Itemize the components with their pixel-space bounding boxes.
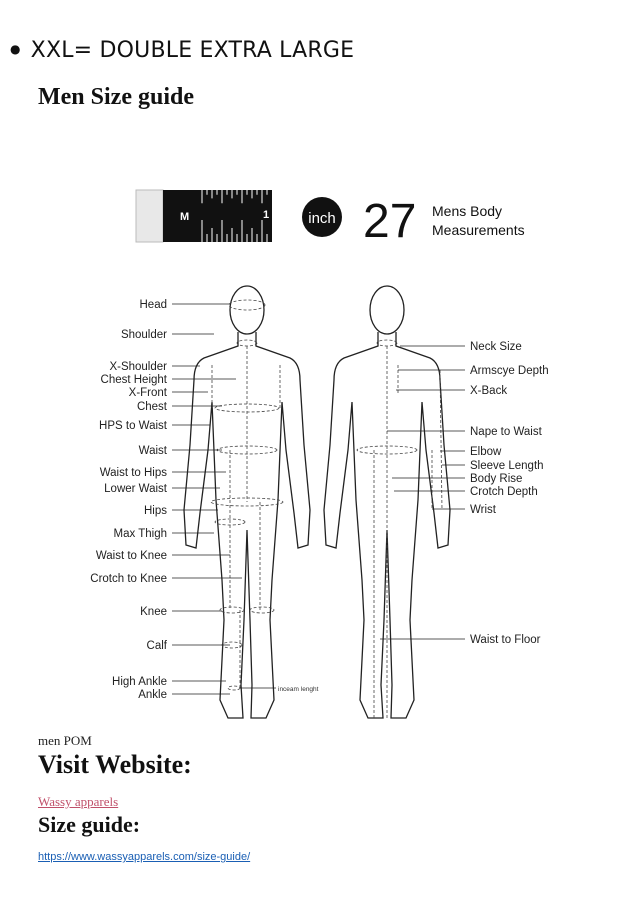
right-label: Nape to Waist xyxy=(470,426,542,438)
left-label: X-Shoulder xyxy=(109,361,167,373)
size-guide-url-link[interactable]: https://www.wassyapparels.com/size-guide/ xyxy=(38,851,251,863)
left-label: Hips xyxy=(143,505,167,517)
left-label: Chest Height xyxy=(100,374,167,386)
right-label: Waist to Floor xyxy=(470,634,541,646)
bullet-text: XXL= DOUBLE EXTRA LARGE xyxy=(30,38,355,63)
back-measure-lines xyxy=(357,340,442,718)
bullet-item xyxy=(10,38,354,63)
left-label: Chest xyxy=(136,401,167,413)
ruler-icon xyxy=(136,190,272,242)
right-label: Body Rise xyxy=(470,473,523,485)
ruler-number: 1 xyxy=(263,209,270,221)
right-label: Wrist xyxy=(470,504,496,516)
left-label: High Ankle xyxy=(112,676,167,688)
left-label: Waist xyxy=(138,445,167,457)
size-guide-heading: Size guide: xyxy=(38,812,141,837)
left-label: Knee xyxy=(140,606,167,618)
left-label: X-Front xyxy=(128,387,167,399)
diagram-title-line2: Measurements xyxy=(432,222,525,238)
image-caption: men POM xyxy=(38,733,92,748)
body-measurements-diagram xyxy=(80,180,560,725)
unit-label: inch xyxy=(308,210,336,227)
right-label: Elbow xyxy=(470,446,502,458)
wassy-apparels-link[interactable]: Wassy apparels xyxy=(38,794,119,809)
left-label: Max Thigh xyxy=(113,528,167,540)
visit-website-heading: Visit Website: xyxy=(38,750,192,779)
right-label: Sleeve Length xyxy=(470,460,544,472)
diagram-title-line1: Mens Body xyxy=(432,203,503,219)
left-label: Calf xyxy=(146,640,167,652)
left-labels-group xyxy=(90,299,242,701)
left-label: Lower Waist xyxy=(104,483,167,495)
right-label: Armscye Depth xyxy=(470,365,549,377)
right-label: Crotch Depth xyxy=(470,486,538,498)
left-label: Waist to Hips xyxy=(99,467,167,479)
front-measure-lines xyxy=(211,300,283,690)
right-label: Neck Size xyxy=(470,341,522,353)
bullet-dot-icon: ● xyxy=(10,42,21,56)
measurement-count: 27 xyxy=(363,195,417,248)
left-label: Waist to Knee xyxy=(95,550,167,562)
left-label: Shoulder xyxy=(120,329,167,341)
right-label: X-Back xyxy=(470,385,508,397)
right-labels-group xyxy=(380,341,549,646)
left-label: Crotch to Knee xyxy=(90,573,167,585)
left-label: Head xyxy=(139,299,167,311)
left-label: Ankle xyxy=(138,689,167,701)
inseam-label: inceam lenght xyxy=(278,686,319,693)
left-label: HPS to Waist xyxy=(99,420,167,432)
ruler-letter: M xyxy=(180,211,190,223)
men-size-guide-heading: Men Size guide xyxy=(38,84,194,110)
